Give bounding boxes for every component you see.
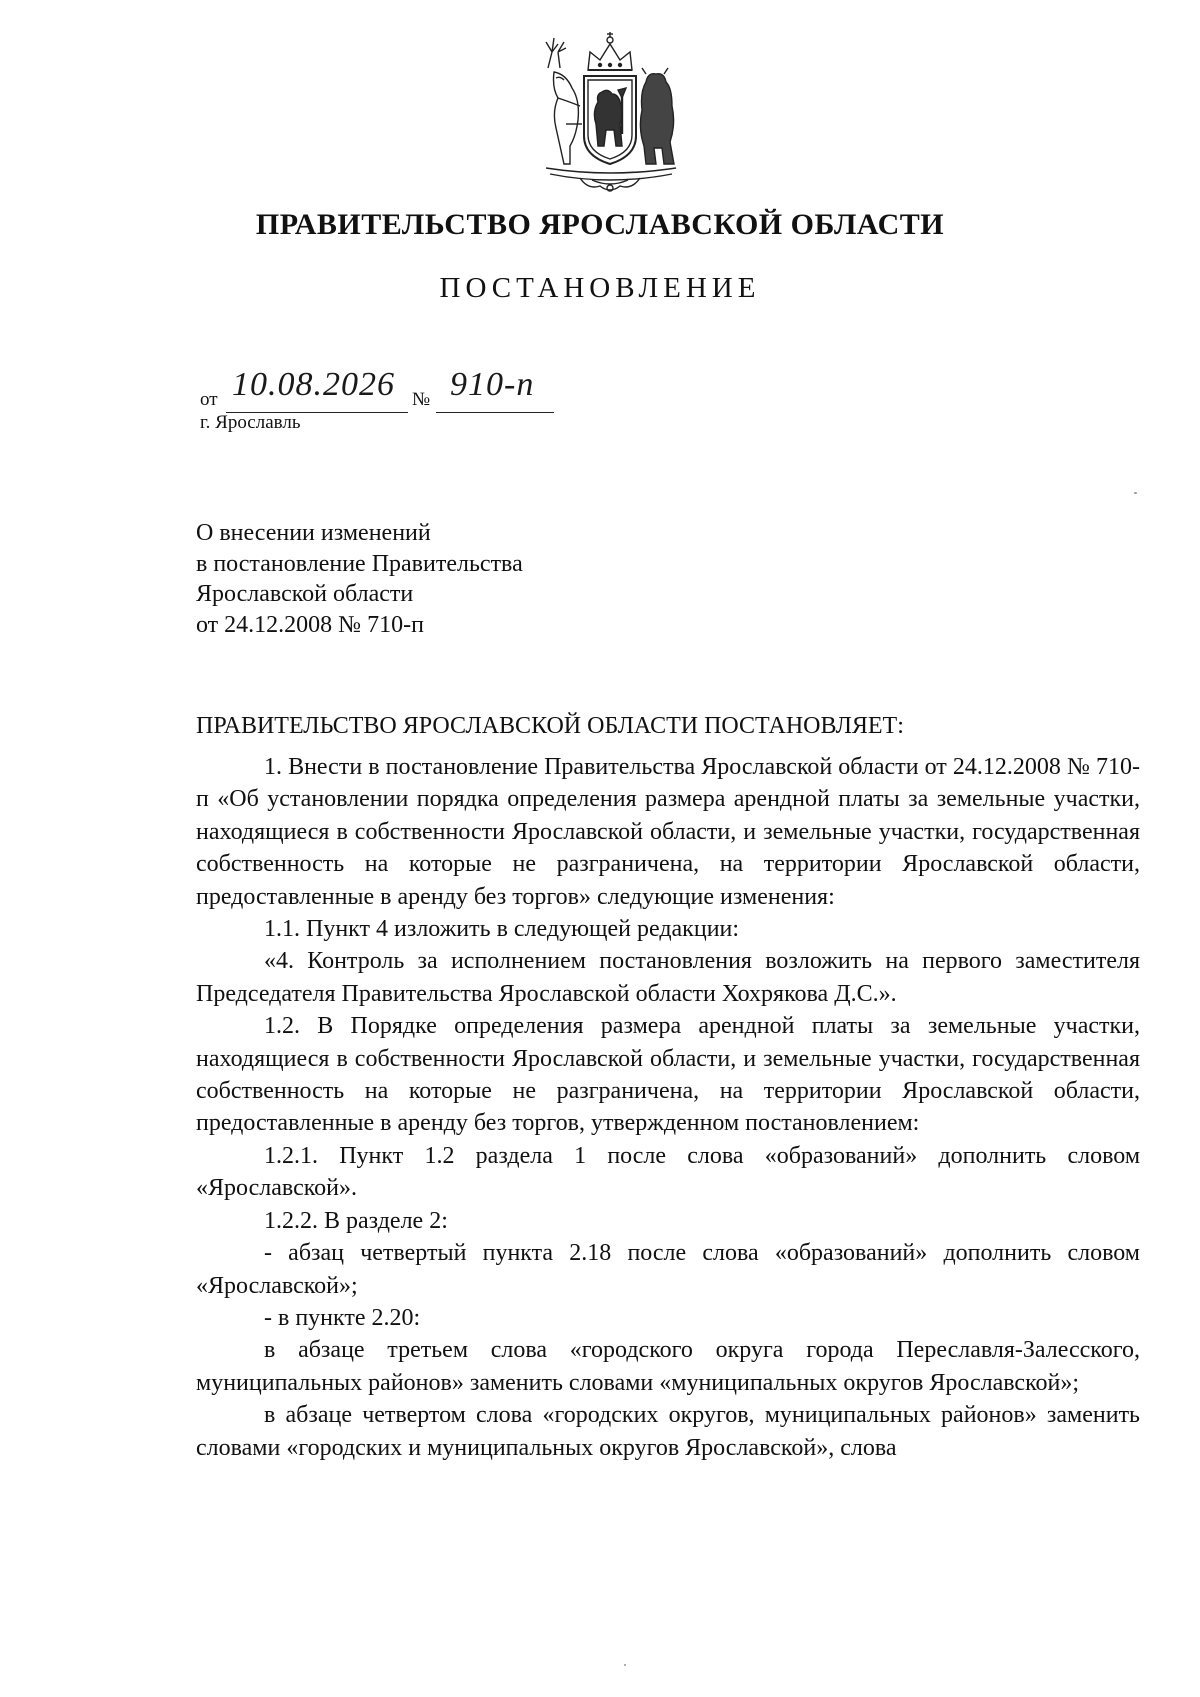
number-underline: [436, 412, 554, 413]
handwritten-number: 910-п: [450, 366, 535, 403]
body-paragraph: в абзаце четвертом слова «городских округов, муниципальных районов» заменить словами «городских и муниципальных округов Ярославской», слова: [196, 1402, 1140, 1461]
body-paragraph: 1.1. Пункт 4 изложить в следующей редакции:: [264, 916, 740, 943]
city-label: г. Ярославль: [200, 412, 301, 433]
body-paragraph: 1.2.1. Пункт 1.2 раздела 1 после слова «образований» дополнить словом «Ярославской».: [196, 1142, 1140, 1202]
subject-line: в постановление Правительства: [196, 550, 523, 577]
handwritten-date: 10.08.2026: [232, 366, 395, 403]
coat-of-arms-emblem: [530, 28, 690, 196]
body-paragraph: - в пункте 2.20:: [264, 1304, 421, 1331]
date-number-line: [200, 366, 620, 412]
body-paragraph: - абзац четвертый пункта 2.18 после слова «образований» дополнить словом «Ярославской»;: [196, 1240, 1140, 1299]
body-paragraph: 1.2. В Порядке определения размера арендной платы за земельные участки, находящиеся в собственности Ярославской области, и земельные участки, государственная собственность на которые не разграничена, на территории Ярославской области, предоставленные в аренду без торгов, утвержденном постановлением:: [196, 1013, 1140, 1137]
decree-heading: ПРАВИТЕЛЬСТВО ЯРОСЛАВСКОЙ ОБЛАСТИ ПОСТАНОВЛЯЕТ:: [196, 713, 904, 739]
subject-line: О внесении изменений: [196, 520, 431, 546]
date-prefix-label: от: [200, 389, 218, 410]
document-type-title: ПОСТАНОВЛЕНИЕ: [439, 272, 761, 304]
subject-line: Ярославской области: [196, 581, 414, 608]
document-subject: [196, 518, 796, 641]
body-paragraph: «4. Контроль за исполнением постановления возложить на первого заместителя Председателя Правительства Ярославской области Хохрякова Д.С.».: [196, 948, 1140, 1007]
body-paragraph: в абзаце третьем слова «городского округа города Переславля-Залесского, муниципальных районов» заменить словами «муниципальных округов Ярославской»;: [196, 1337, 1140, 1396]
government-title: ПРАВИТЕЛЬСТВО ЯРОСЛАВСКОЙ ОБЛАСТИ: [255, 208, 945, 241]
subject-line: от 24.12.2008 № 710-п: [196, 612, 424, 639]
scan-speck: [624, 1664, 626, 1666]
scan-speck: [1134, 492, 1137, 494]
number-prefix-label: №: [412, 389, 431, 410]
document-body: [196, 751, 1140, 1464]
body-paragraph: 1.2.2. В разделе 2:: [264, 1207, 448, 1234]
body-paragraph: 1. Внести в постановление Правительства Ярославской области от 24.12.2008 № 710-п «Об установлении порядка определения размера арендной платы за земельные участки, находящиеся в собственности Ярославской области, и земельные участки, государственная собственность на которые не разграничена, на территории Ярославской области, предоставленные в аренду без торгов» следующие изменения:: [196, 754, 1140, 910]
